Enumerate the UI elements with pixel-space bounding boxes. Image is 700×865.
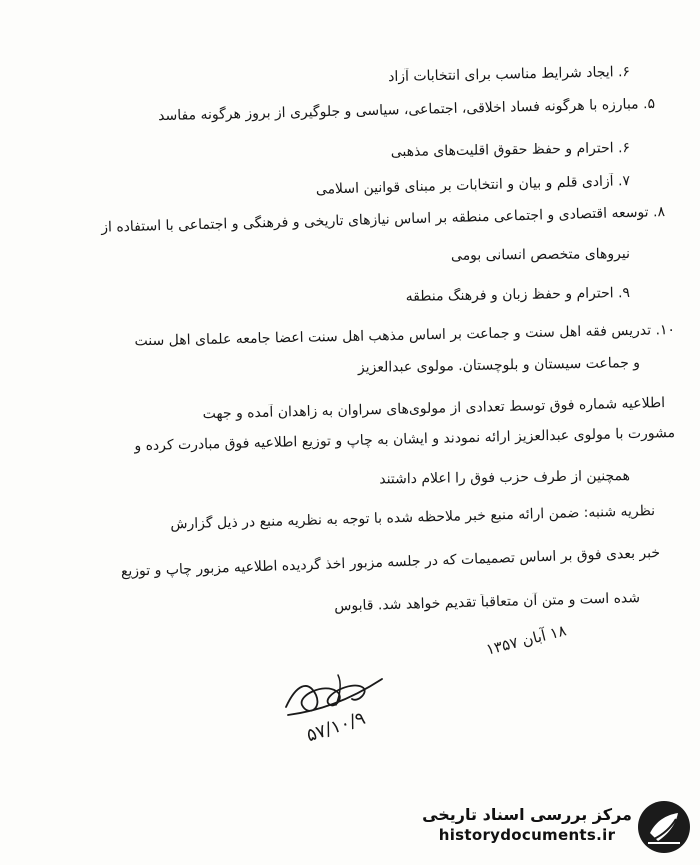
handwritten-line: مشورت با مولوی عبدالعزیز ارائه نمودند و ایشان به چاپ و توزیع اطلاعیه فوق مبادرت کرده و [134,425,676,455]
handwritten-line: نیروهای متخصص انسانی بومی [450,246,631,264]
document-date: ۵۷/۱۰/۹ [303,707,368,747]
watermark-url: historydocuments.ir [438,826,616,844]
handwritten-line: شده است و متن آن متعاقباً تقدیم خواهد شد. قابوس [334,590,641,615]
watermark-text [422,805,632,844]
archive-logo-icon [636,799,692,855]
handwritten-line: نظریه شنبه: ضمن ارائه منبع خبر ملاحظه شده با توجه به نظریه منبع در ذیل گزارش [170,503,656,533]
handwritten-line: ۷. آزادی قلم و بیان و انتخابات بر مبنای قوانین اسلامی [315,173,631,198]
handwritten-line: و جماعت سیستان و بلوچستان. مولوی عبدالعزیز [357,355,641,376]
handwritten-line: ۶. ایجاد شرایط مناسب برای انتخابات آزاد [387,64,631,86]
handwritten-line: همچنین از طرف حزب فوق را اعلام داشتند [379,468,631,488]
handwritten-line: ۸. توسعه اقتصادی و اجتماعی منطقه بر اساس نیازهای تاریخی و فرهنگی و اجتماعی با استفاده از [101,204,666,236]
watermark-title: مرکز بررسی اسناد تاریخی [422,805,632,824]
archive-watermark [407,799,692,857]
handwritten-line: اطلاعیه شماره فوق توسط تعدادی از مولوی‌های سراوان به زاهدان آمده و جهت [202,395,666,423]
handwritten-line: خبر بعدی فوق بر اساس تصمیمات که در جلسه مزبور اخذ گردیده اطلاعیه مزبور چاپ و توزیع [120,545,661,580]
handwritten-line: ۵. مبارزه با هرگونه فساد اخلاقی، اجتماعی، سیاسی و جلوگیری از بروز هرگونه مفاسد [157,96,656,125]
handwritten-line: ۶. احترام و حفظ حقوق اقلیت‌های مذهبی [390,140,631,161]
signature-date-line: ۱۸ آبان ۱۳۵۷ [484,621,569,659]
handwritten-line: ۱۰. تدریس فقه اهل سنت و جماعت بر اساس مذهب اهل سنت اعضا جامعه علمای اهل سنت [134,322,676,350]
handwritten-line: ۹. احترام و حفظ زبان و فرهنگ منطقه [405,285,631,305]
